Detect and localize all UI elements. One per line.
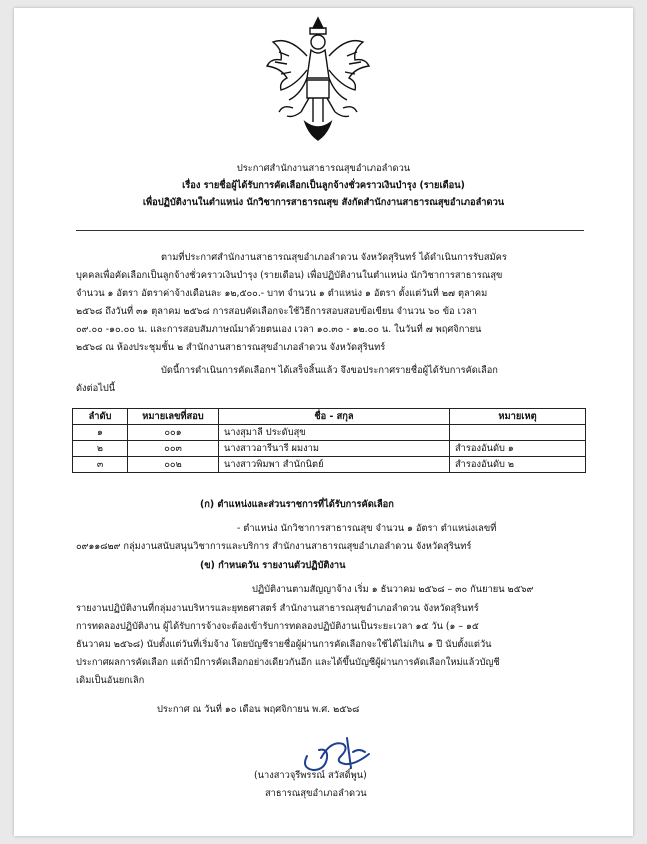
cell-remark: สำรองอันดับ ๒	[450, 457, 586, 473]
body-line: ตามที่ประกาศสำนักงานสาธารณสุขอำเภอลำดวน จังหวัดสุรินทร์ ได้ดำเนินการรับสมัคร	[161, 252, 507, 263]
body-line: ๐๙.๐๐ -๑๐.๐๐ น. และการสอบสัมภาษณ์มาด้วยตนเอง เวลา ๑๐.๓๐ - ๑๒.๐๐ น. ในวันที่ ๗ พฤศจิกายน	[76, 324, 482, 335]
results-table	[72, 408, 586, 473]
table-row	[73, 441, 586, 457]
document-page	[14, 8, 633, 836]
table-header-row	[73, 409, 586, 425]
body-line: ๒๕๖๘ ณ ห้องประชุมชั้น ๒ สำนักงานสาธารณสุขอำเภอลำดวน จังหวัดสุรินทร์	[76, 342, 386, 353]
table-row	[73, 425, 586, 441]
cell-order: ๓	[73, 457, 128, 473]
header-subject: เรื่อง รายชื่อผู้ได้รับการคัดเลือกเป็นลูกจ้างชั่วคราวเงินบำรุง (รายเดือน)	[182, 180, 465, 191]
section-b-line: รายงานปฏิบัติงานที่กลุ่มงานบริหารและยุทธศาสตร์ สำนักงานสาธารณสุขอำเภอลำดวน จังหวัดสุรินทร์	[76, 603, 479, 614]
cell-exam-number: ๐๐๑	[128, 425, 219, 441]
header-position: เพื่อปฏิบัติงานในตำแหน่ง นักวิชาการสาธารณสุข สังกัดสำนักงานสาธารณสุขอำเภอลำดวน	[142, 197, 505, 208]
section-b-line: ปฏิบัติงานตามสัญญาจ้าง เริ่ม ๑ ธันวาคม ๒๕๖๘ – ๓๐ กันยายน ๒๕๖๙	[252, 584, 534, 595]
cell-name: นางสาวพิมพา สำนักนิตย์	[219, 457, 450, 473]
garuda-emblem-icon	[263, 12, 373, 148]
col-header-name: ชื่อ - สกุล	[219, 409, 450, 425]
section-b-line: ธันวาคม ๒๕๖๘) นับตั้งแต่วันที่เริ่มจ้าง โดยบัญชีรายชื่อผู้ผ่านการคัดเลือกจะใช้ได้ไม่เกิน ๑ ปี นับตั้งแต่วัน	[76, 639, 492, 650]
divider-line	[76, 230, 584, 231]
signer-name: (นางสาวจุรีพรรณ์ สวัสดิ์พูน)	[254, 770, 367, 781]
body-line: ดังต่อไปนี้	[76, 383, 116, 394]
table-row	[73, 457, 586, 473]
body-line: จำนวน ๑ อัตรา อัตราค่าจ้างเดือนละ ๑๒,๕๐๐.- บาท จำนวน ๑ ตำแหน่ง ๑ อัตรา ตั้งแต่วันที่ ๒๗ ตุลาคม	[76, 288, 488, 299]
section-a-line: - ตำแหน่ง นักวิชาการสาธารณสุข จำนวน ๑ อัตรา ตำแหน่งเลขที่	[237, 523, 497, 534]
section-a-line: ๐๙๑๑๘๒๙ กลุ่มงานสนับสนุนวิชาการและบริการ สำนักงานสาธารณสุขอำเภอลำดวน จังหวัดสุรินทร์	[76, 541, 472, 552]
cell-exam-number: ๐๐๒	[128, 457, 219, 473]
announce-date: ประกาศ ณ วันที่ ๑๐ เดือน พฤศจิกายน พ.ศ. ๒๕๖๘	[157, 704, 360, 715]
cell-exam-number: ๐๐๓	[128, 441, 219, 457]
body-line: บัดนี้การดำเนินการคัดเลือกฯ ได้เสร็จสิ้นแล้ว จึงขอประกาศรายชื่อผู้ได้รับการคัดเลือก	[161, 365, 498, 376]
signer-title: สาธารณสุขอำเภอลำดวน	[265, 788, 367, 799]
col-header-order: ลำดับ	[73, 409, 128, 425]
body-line: ๒๕๖๘ ถึงวันที่ ๓๑ ตุลาคม ๒๕๖๘ การสอบคัดเลือกจะใช้วิธีการสอบสอบข้อเขียน จำนวน ๖๐ ข้อ เวลา	[76, 306, 477, 317]
cell-name: นางสุมาลี ประดับสุข	[219, 425, 450, 441]
cell-remark: สำรองอันดับ ๑	[450, 441, 586, 457]
section-b-line: ประกาศผลการคัดเลือก แต่ถ้ามีการคัดเลือกอย่างเดียวกันอีก และได้ขึ้นบัญชีผู้ผ่านการคัดเลือกใหม่แล้วบัญชี	[76, 657, 500, 668]
col-header-exam-number: หมายเลขที่สอบ	[128, 409, 219, 425]
header-line-1: ประกาศสำนักงานสาธารณสุขอำเภอลำดวน	[236, 163, 411, 174]
cell-order: ๒	[73, 441, 128, 457]
cell-remark	[450, 425, 586, 441]
section-b-title: (ข) กำหนดวัน รายงานตัวปฏิบัติงาน	[200, 560, 346, 571]
section-b-line: เดิมเป็นอันยกเลิก	[76, 675, 145, 686]
col-header-remark: หมายเหตุ	[450, 409, 586, 425]
cell-name: นางสาวอารีนารี ผมงาม	[219, 441, 450, 457]
cell-order: ๑	[73, 425, 128, 441]
body-line: บุคคลเพื่อคัดเลือกเป็นลูกจ้างชั่วคราวเงินบำรุง (รายเดือน) เพื่อปฏิบัติงานในตำแหน่ง นักวิชาการสาธารณสุข	[76, 270, 503, 281]
section-b-line: การทดลองปฏิบัติงาน ผู้ได้รับการจ้างจะต้องเข้ารับการทดลองปฏิบัติงานเป็นระยะเวลา ๑๕ วัน (๑ – ๑๕	[76, 621, 479, 632]
section-a-title: (ก) ตำแหน่งและส่วนราชการที่ได้รับการคัดเลือก	[200, 499, 394, 510]
